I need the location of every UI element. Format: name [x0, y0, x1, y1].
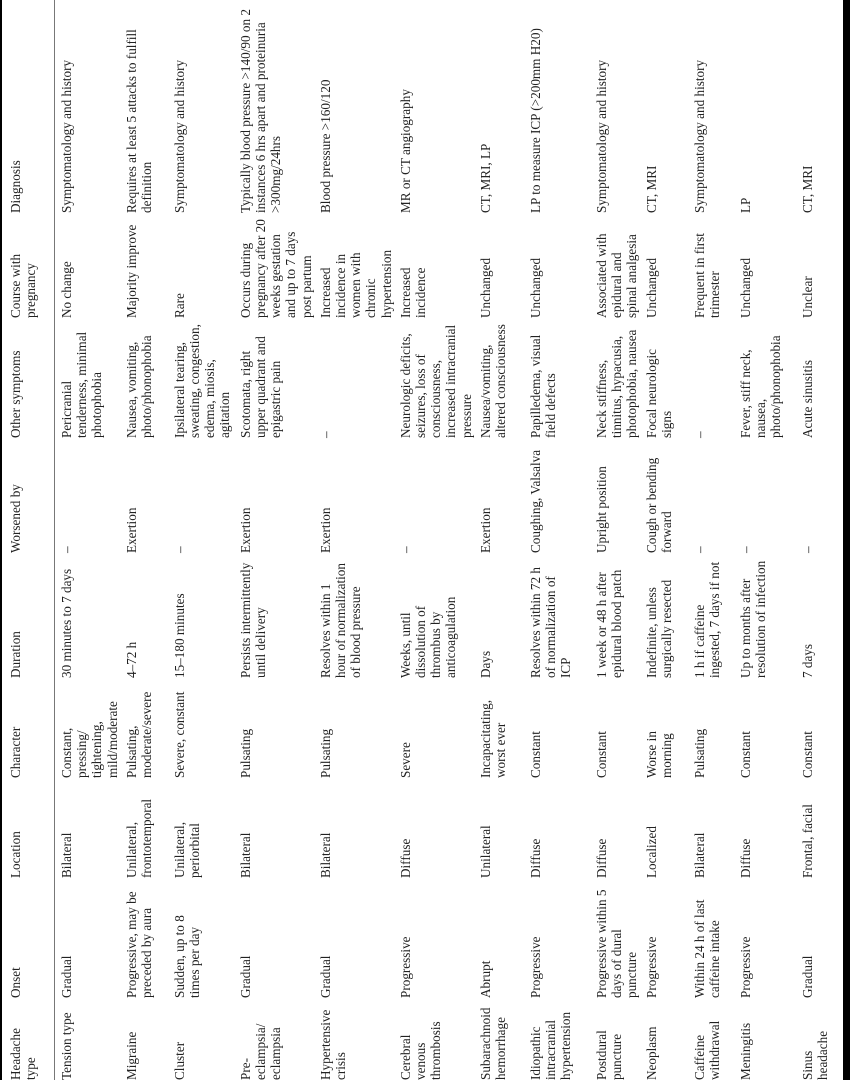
cell-duration: Up to months after resolution of infection — [737, 560, 769, 678]
table-row — [796, 0, 840, 1080]
cell-headache-type: Hypertensive crisis — [317, 1009, 349, 1080]
cell-headache-type: Idiopathic intracranial hypertension — [527, 1011, 574, 1080]
cell-duration: Resolves within 1 hour of normalization of blood pressure — [317, 563, 364, 678]
cell-onset: Progressive, may be preceded by aura — [123, 891, 155, 998]
cell-headache-type: Tension type — [59, 1012, 74, 1080]
cell-worsened-by: – — [737, 546, 753, 553]
table-row — [734, 0, 796, 1080]
table-row — [590, 0, 640, 1080]
cell-course-with-pregnancy: Unchanged — [643, 257, 659, 318]
cell-location: Localized — [643, 826, 659, 878]
header-row — [2, 0, 55, 1080]
cell-headache-type: Cerebral venous thrombosis — [397, 1021, 444, 1080]
cell-onset: Progressive — [527, 936, 543, 998]
cell-onset: Progressive — [643, 936, 659, 998]
cell-course-with-pregnancy: Unchanged — [477, 257, 493, 318]
cell-other-symptoms: – — [317, 431, 333, 438]
cell-character: Constant — [593, 731, 609, 778]
cell-duration: 30 minutes to 7 days — [59, 568, 74, 678]
cell-location: Diffuse — [593, 838, 609, 878]
cell-character: Pulsating — [691, 728, 707, 778]
header-course-with-pregnancy: Course with pregnancy — [2, 215, 55, 320]
cell-character: Severe — [397, 742, 413, 778]
cell-location: Bilateral — [237, 832, 253, 878]
cell-course-with-pregnancy: Frequent in first trimester — [691, 233, 723, 318]
cell-onset: Sudden, up to 8 times per day — [171, 915, 203, 998]
cell-duration: Persists intermittently until delivery — [237, 562, 269, 678]
cell-character: Severe, constant — [171, 691, 187, 778]
cell-diagnosis: CT, MRI, LP — [477, 143, 493, 213]
cell-diagnosis: Symptomatology and history — [691, 59, 707, 213]
cell-worsened-by: Coughing, Valsalva — [527, 449, 543, 553]
headache-table — [2, 0, 840, 1080]
header-headache-type: Headache type — [2, 1000, 55, 1080]
cell-location: Unilateral — [477, 825, 493, 878]
cell-course-with-pregnancy: Increased incidence in women with chronic hypertension — [317, 249, 394, 318]
cell-duration: Resolves within 72 h of normalization of ICP — [527, 567, 574, 678]
cell-character: Worse in morning — [643, 731, 675, 778]
cell-other-symptoms: Neck stiffness, tinnitus, hypacusia, photophobia, nausea — [593, 329, 640, 438]
cell-character: Pulsating — [237, 728, 253, 778]
cell-worsened-by: Upright position — [593, 466, 609, 553]
cell-character: Constant — [527, 731, 543, 778]
cell-location: Bilateral — [317, 832, 333, 878]
cell-worsened-by: Exertion — [477, 507, 493, 553]
header-other-symptoms: Other symptoms — [2, 320, 55, 440]
cell-character: Constant — [799, 731, 815, 778]
table-header — [2, 0, 55, 1080]
cell-diagnosis: Requires at least 5 attacks to fulfill definition — [123, 29, 155, 213]
cell-other-symptoms: Ipsilateral tearing, sweating, congestion, edema, miosis, agitation — [171, 324, 233, 438]
cell-duration: 1 week or 48 h after epidural blood patch — [593, 569, 625, 678]
cell-other-symptoms: – — [691, 431, 707, 438]
cell-location: Diffuse — [397, 838, 413, 878]
cell-location: Unilateral, periorbital — [171, 821, 203, 878]
table-row — [120, 0, 168, 1080]
cell-worsened-by: – — [397, 546, 413, 553]
cell-duration: Weeks, until dissolution of thrombus by anticoagulation — [397, 596, 459, 678]
cell-diagnosis: CT, MRI — [643, 165, 659, 213]
cell-onset: Progressive — [737, 936, 753, 998]
cell-duration: 15–180 minutes — [171, 593, 187, 678]
cell-course-with-pregnancy: Occurs during pregnancy after 20 weeks gestation and up to 7 days post partum — [237, 219, 314, 318]
cell-diagnosis: Symptomatology and history — [59, 59, 74, 213]
cell-onset: Within 24 h of last caffeine intake — [691, 899, 723, 998]
cell-worsened-by: – — [799, 546, 815, 553]
header-location: Location — [2, 780, 55, 880]
cell-worsened-by: Exertion — [123, 507, 139, 553]
cell-character: Pulsating — [317, 728, 333, 778]
table-row — [394, 0, 474, 1080]
table-row — [474, 0, 524, 1080]
cell-location: Bilateral — [59, 832, 74, 878]
cell-worsened-by: Cough or bending forward — [643, 457, 675, 553]
cell-duration: 1 h if caffeine ingested, 7 days if not — [691, 561, 723, 678]
table-row — [314, 0, 394, 1080]
table-row — [688, 0, 734, 1080]
cell-worsened-by: – — [171, 546, 187, 553]
cell-course-with-pregnancy: Unchanged — [527, 257, 543, 318]
page — [2, 0, 843, 1080]
cell-character: Incapacitating, worst ever — [477, 700, 509, 778]
cell-diagnosis: MR or CT angiography — [397, 89, 413, 213]
rotated-table-container — [2, 0, 843, 1080]
cell-headache-type: Meningitis — [737, 1022, 753, 1080]
cell-duration: Days — [477, 650, 493, 678]
cell-worsened-by: Exertion — [237, 507, 253, 553]
cell-other-symptoms: Nausea, vomiting, photo/phonophobia — [123, 335, 155, 438]
table-row — [168, 0, 234, 1080]
cell-onset: Gradual — [59, 955, 74, 998]
cell-location: Diffuse — [737, 838, 753, 878]
cell-other-symptoms: Pericranial tenderness, minimal photophobia — [59, 331, 105, 438]
header-character: Character — [2, 680, 55, 780]
cell-character: Constant — [737, 731, 753, 778]
cell-diagnosis: Blood pressure >160/120 — [317, 79, 333, 213]
cell-other-symptoms: Neurologic deficits, seizures, loss of consciousness, increased intracranial pressure — [397, 324, 474, 438]
cell-worsened-by: – — [691, 546, 707, 553]
table-row — [55, 0, 120, 1080]
table-row — [640, 0, 688, 1080]
cell-onset: Abrupt — [477, 960, 493, 998]
cell-other-symptoms: Fever, stiff neck, nausea, photo/phonophobia — [737, 335, 784, 438]
cell-diagnosis: LP to measure ICP (>200mm H20) — [527, 28, 543, 213]
cell-headache-type: Migraine — [123, 1031, 139, 1080]
cell-diagnosis: LP — [737, 197, 753, 213]
cell-location: Frontal, facial — [799, 804, 815, 878]
cell-diagnosis: Typically blood pressure >140/90 on 2 instances 6 hrs apart and proteinuria >300mg/24hrs — [237, 9, 284, 213]
cell-headache-type: Subarachnoid hemorrhage — [477, 1007, 509, 1080]
cell-location: Unilateral, frontotemporal — [123, 798, 155, 878]
cell-headache-type: Pre-eclampsia/ eclampsia — [237, 1023, 284, 1080]
cell-onset: Progressive — [397, 936, 413, 998]
cell-onset: Gradual — [799, 955, 815, 998]
cell-diagnosis: CT, MRI — [799, 165, 815, 213]
cell-diagnosis: Symptomatology and history — [171, 59, 187, 213]
header-onset: Onset — [2, 880, 55, 1000]
table-row — [234, 0, 314, 1080]
cell-other-symptoms: Focal neurologic signs — [643, 349, 675, 438]
cell-other-symptoms: Papilledema, visual field defects — [527, 334, 559, 438]
cell-course-with-pregnancy: No change — [59, 261, 74, 318]
cell-onset: Gradual — [237, 955, 253, 998]
cell-other-symptoms: Acute sinusitis — [799, 359, 815, 438]
header-diagnosis: Diagnosis — [2, 0, 55, 215]
cell-course-with-pregnancy: Increased incidence — [397, 267, 429, 318]
cell-headache-type: Sinus headache — [799, 1030, 831, 1080]
cell-course-with-pregnancy: Rare — [171, 293, 187, 318]
cell-diagnosis: Symptomatology and history — [593, 59, 609, 213]
header-duration: Duration — [2, 555, 55, 680]
cell-headache-type: Caffeine withdrawal — [691, 1020, 723, 1080]
cell-character: Constant, pressing/ tightening, mild/moderate — [59, 701, 120, 778]
cell-duration: Indefinite, unless surgically resected — [643, 579, 675, 678]
cell-course-with-pregnancy: Majority improve — [123, 224, 139, 318]
cell-onset: Gradual — [317, 955, 333, 998]
cell-headache-type: Postdural puncture — [593, 1030, 625, 1080]
table-row — [524, 0, 590, 1080]
cell-headache-type: Neoplasm — [643, 1026, 659, 1080]
cell-worsened-by: – — [59, 546, 74, 553]
cell-course-with-pregnancy: Unclear — [799, 276, 815, 318]
cell-character: Pulsating, moderate/severe — [123, 691, 155, 778]
cell-onset: Progressive within 5 days of dural puncture — [593, 889, 640, 998]
cell-headache-type: Cluster — [171, 1041, 187, 1080]
header-worsened-by: Worsened by — [2, 440, 55, 555]
cell-course-with-pregnancy: Unchanged — [737, 257, 753, 318]
cell-other-symptoms: Scotomata, right upper quadrant and epigastric pain — [237, 336, 284, 438]
cell-location: Diffuse — [527, 838, 543, 878]
table-body — [55, 0, 840, 1080]
cell-duration: 4–72 h — [123, 641, 139, 678]
cell-location: Bilateral — [691, 832, 707, 878]
cell-course-with-pregnancy: Associated with epidural and spinal analgesia — [593, 233, 640, 318]
cell-duration: 7 days — [799, 643, 815, 678]
cell-worsened-by: Exertion — [317, 507, 333, 553]
cell-other-symptoms: Nausea/vomiting, altered consciousness — [477, 324, 509, 438]
